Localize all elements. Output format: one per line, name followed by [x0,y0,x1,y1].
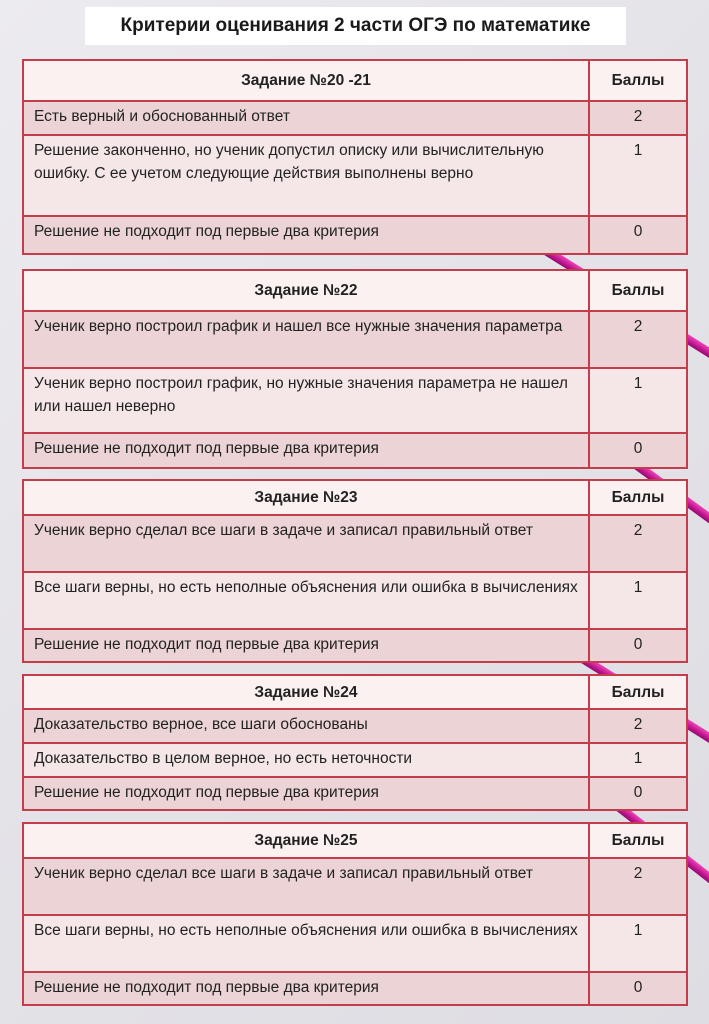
criterion-points: 1 [589,572,687,629]
task-title: Задание №24 [23,675,589,709]
criteria-table-task-24 [22,674,688,811]
task-title: Задание №20 -21 [23,60,589,101]
criterion-text: Решение законченно, но ученик допустил описку или вычислительную ошибку. С ее учетом следующие действия выполнены верно [23,135,589,216]
criterion-text: Решение не подходит под первые два критерия [23,972,589,1005]
table-header-row [23,675,687,709]
criterion-points: 1 [589,915,687,972]
table-row [23,311,687,368]
criterion-text: Все шаги верны, но есть неполные объяснения или ошибка в вычислениях [23,572,589,629]
table-row [23,972,687,1005]
table-header-row [23,270,687,311]
points-header: Баллы [589,480,687,515]
table-row [23,433,687,468]
table-header-row [23,480,687,515]
table-row [23,572,687,629]
criteria-table-task-22 [22,269,688,469]
points-header: Баллы [589,270,687,311]
criterion-text: Ученик верно сделал все шаги в задаче и записал правильный ответ [23,515,589,572]
table-row [23,777,687,810]
points-header: Баллы [589,823,687,858]
criterion-text: Все шаги верны, но есть неполные объяснения или ошибка в вычислениях [23,915,589,972]
criterion-text: Решение не подходит под первые два критерия [23,433,589,468]
table-header-row [23,823,687,858]
criterion-points: 0 [589,972,687,1005]
table-row [23,216,687,254]
table-row [23,368,687,433]
criterion-text: Доказательство в целом верное, но есть неточности [23,743,589,777]
points-header: Баллы [589,60,687,101]
table-row [23,629,687,662]
task-title: Задание №22 [23,270,589,311]
table-row [23,515,687,572]
criterion-points: 2 [589,311,687,368]
criterion-points: 0 [589,216,687,254]
table-row [23,915,687,972]
criterion-text: Ученик верно построил график, но нужные значения параметра не нашел или нашел неверно [23,368,589,433]
table-row [23,858,687,915]
criterion-text: Решение не подходит под первые два критерия [23,777,589,810]
table-row [23,743,687,777]
criterion-points: 1 [589,135,687,216]
criterion-points: 2 [589,858,687,915]
criterion-text: Ученик верно построил график и нашел все нужные значения параметра [23,311,589,368]
points-header: Баллы [589,675,687,709]
criterion-points: 1 [589,743,687,777]
criterion-text: Решение не подходит под первые два критерия [23,216,589,254]
criterion-points: 0 [589,629,687,662]
criterion-points: 1 [589,368,687,433]
table-row [23,135,687,216]
criterion-points: 2 [589,515,687,572]
criteria-table-task-25 [22,822,688,1006]
criterion-text: Есть верный и обоснованный ответ [23,101,589,135]
criterion-points: 0 [589,777,687,810]
criterion-text: Ученик верно сделал все шаги в задаче и записал правильный ответ [23,858,589,915]
criterion-text: Доказательство верное, все шаги обоснованы [23,709,589,743]
criterion-points: 2 [589,101,687,135]
task-title: Задание №25 [23,823,589,858]
task-title: Задание №23 [23,480,589,515]
criteria-table-task-20-21 [22,59,688,255]
criterion-points: 0 [589,433,687,468]
table-row [23,709,687,743]
criterion-points: 2 [589,709,687,743]
criterion-text: Решение не подходит под первые два критерия [23,629,589,662]
page-title: Критерии оценивания 2 части ОГЭ по математике [85,7,626,45]
table-header-row [23,60,687,101]
criteria-table-task-23 [22,479,688,663]
table-row [23,101,687,135]
